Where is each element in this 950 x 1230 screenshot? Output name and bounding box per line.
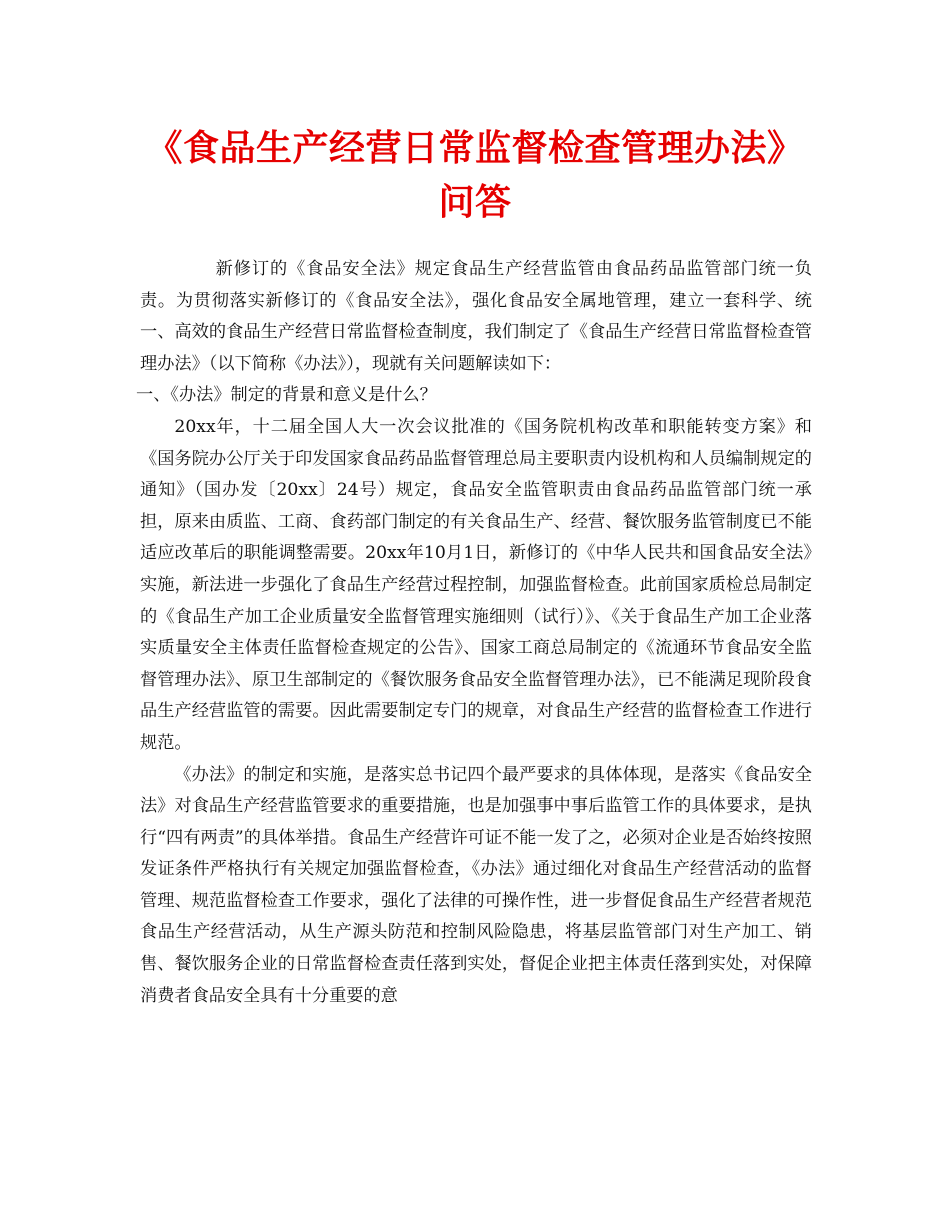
background-paragraph: 20xx年，十二届全国人大一次会议批准的《国务院机构改革和职能转变方案》和《国务院办公厅关于印发国家食品药品监督管理总局主要职责内设机构和人员编制规定的通知》（国办发〔20xx〕24号）规定，食品安全监管职责由食品药品监管部门统一承担，原来由质监、工商、食药部门制定的有关食品生产、经营、餐饮服务监管制度已不能适应改革后的职能调整需要。20xx年10月1日，新修订的《中华人民共和国食品安全法》实施，新法进一步强化了食品生产经营过程控制，加强监督检查。此前国家质检总局制定的《食品生产加工企业质量安全监督管理实施细则（试行）》、《关于食品生产加工企业落实质量安全主体责任监督检查规定的公告》、国家工商总局制定的《流通环节食品安全监督管理办法》、原卫生部制定的《餐饮服务食品安全监督管理办法》，已不能满足现阶段食品生产经营监管的需要。因此需要制定专门的规章，对食品生产经营的监督检查工作进行规范。 [140,416,812,753]
document-title: 《食品生产经营日常监督检查管理办法》问答 [146,128,804,223]
section-heading: 一、《办法》制定的背景和意义是什么？ [136,385,437,406]
significance-paragraph: 《办法》的制定和实施，是落实总书记四个最严要求的具体体现，是落实《食品安全法》对食品生产经营监管要求的重要措施，也是加强事中事后监管工作的具体要求，是执行“四有两责”的具体举措。食品生产经营许可证不能一发了之，必须对企业是否始终按照发证条件严格执行有关规定加强监督检查，《办法》通过细化对食品生产经营活动的监督管理、规范监督检查工作要求，强化了法律的可操作性，进一步督促食品生产经营者规范食品生产经营活动，从生产源头防范和控制风险隐患，将基层监管部门对生产加工、销售、餐饮服务企业的日常监督检查责任落到实处，督促企业把主体责任落到实处，对保障消费者食品安全具有十分重要的意 [140,764,812,1006]
intro-paragraph: 新修订的《食品安全法》规定食品生产经营监管由食品药品监管部门统一负责。为贯彻落实新修订的《食品安全法》，强化食品安全属地管理，建立一套科学、统一、高效的食品生产经营日常监督检查制度，我们制定了《食品生产经营日常监督检查管理办法》（以下简称《办法》），现就有关问题解读如下： [140,259,812,374]
document-body [136,254,812,1012]
